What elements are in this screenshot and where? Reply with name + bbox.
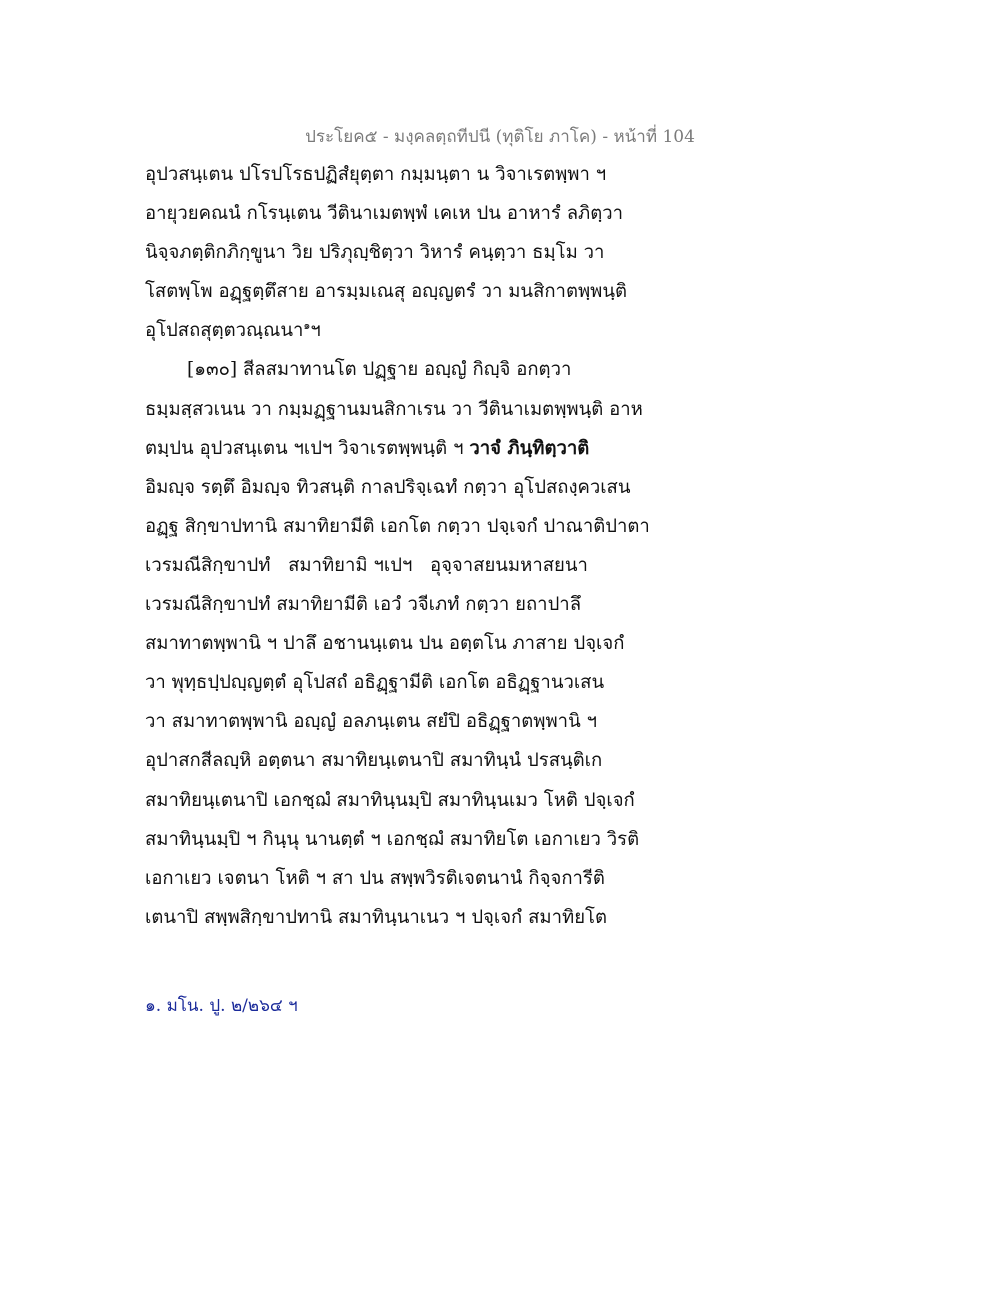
page-running-head: ประโยค๕ - มงฺคลตฺถทีปนี (ทุติโย ภาโค) - หน้าที่ 104 bbox=[305, 127, 695, 147]
text-segment: ตมฺปน อุปวสนฺเตน ฯเปฯ วิจาเรตพฺพนฺติ ฯ bbox=[145, 437, 464, 459]
text-line: เตนาปิ สพฺพสิกฺขาปทานิ สมาทินฺนาเนว ฯ ปจฺเจกํ สมาทิยโต bbox=[145, 906, 608, 928]
text-line: อิมญฺจ รตฺตึ อิมญฺจ ทิวสนฺติ กาลปริจฺเฉทํ กตฺวา อุโปสถงฺควเสน bbox=[145, 476, 631, 498]
text-line bbox=[145, 429, 705, 468]
text-line: สมาทินฺนมฺปิ ฯ กินฺนุ นานตฺตํ ฯ เอกชฺฌํ สมาทิยโต เอกาเยว วิรติ bbox=[145, 828, 640, 850]
section-title-text: อุโปสถสุตฺตวณฺณนา bbox=[145, 320, 304, 342]
paragraph-start-line: [๑๓๐] สีลสมาทานโต ปฏฺฐาย อญฺญํ กิญฺจิ อกตฺวา bbox=[187, 359, 572, 381]
body-text bbox=[145, 155, 705, 937]
text-line: อุปาสกสีลญฺหิ อตฺตนา สมาทิยนฺเตนาปิ สมาทินฺนํ ปรสนฺติเก bbox=[145, 750, 603, 772]
text-line bbox=[145, 311, 705, 350]
text-line: เวรมณีสิกฺขาปทํ สมาทิยามิ ฯเปฯ อุจฺจาสยนมหาสยนา bbox=[145, 554, 588, 576]
text-line: เอกาเยว เจตนา โหติ ฯ สา ปน สพฺพวิรติเจตนานํ กิจฺจการีติ bbox=[145, 867, 605, 889]
end-mark: ฯ bbox=[310, 320, 321, 342]
text-line: โสตพฺโพ อฏฺฐตฺตึสาย อารมฺมเณสุ อญฺญตรํ วา มนสิกาตพฺพนฺติ bbox=[145, 281, 628, 303]
text-line: ธมฺมสฺสวเนน วา กมฺมฏฺฐานมนสิกาเรน วา วีตินาเมตพฺพนฺติ อาห bbox=[145, 398, 643, 420]
bold-lemma: วาจํ ภินฺทิตฺวาติ bbox=[469, 437, 590, 459]
text-line: สมาทิยนฺเตนาปิ เอกชฺฌํ สมาทินฺนมฺปิ สมาทินฺนเมว โหติ ปจฺเจกํ bbox=[145, 789, 635, 811]
text-line: วา สมาทาตพฺพานิ อญฺญํ อลภนฺเตน สยํปิ อธิฏฺฐาตพฺพานิ ฯ bbox=[145, 711, 597, 733]
text-line: อฏฺฐ สิกฺขาปทานิ สมาทิยามีติ เอกโต กตฺวา ปจฺเจกํ ปาณาติปาตา bbox=[145, 515, 650, 537]
text-line: อายุวยคณนํ กโรนฺเตน วีตินาเมตพฺพํ เคเห ปน อาหารํ ลภิตฺวา bbox=[145, 203, 624, 225]
text-line: สมาทาตพฺพานิ ฯ ปาลึ อชานนฺเตน ปน อตฺตโน ภาสาย ปจฺเจกํ bbox=[145, 633, 625, 655]
text-line: อุปวสนฺเตน ปโรปโรธปฏิสํยุตฺตา กมฺมนฺตา น วิจาเรตพฺพา ฯ bbox=[145, 164, 607, 185]
footnote: ๑. มโน. ปู. ๒/๒๖๔ ฯ bbox=[145, 996, 298, 1016]
text-line: นิจฺจภตฺติกภิกฺขูนา วิย ปริภุญฺชิตฺวา วิหารํ คนฺตฺวา ธมฺโม วา bbox=[145, 242, 605, 264]
footnote-marker: ๑ bbox=[303, 319, 311, 333]
text-line: เวรมณีสิกฺขาปทํ สมาทิยามีติ เอวํ วจีเภทํ กตฺวา ยถาปาลึ bbox=[145, 594, 582, 616]
text-line: วา พุทฺธปฺปญฺญตฺตํ อุโปสถํ อธิฏฺฐามีติ เอกโต อธิฏฺฐานวเสน bbox=[145, 672, 605, 694]
